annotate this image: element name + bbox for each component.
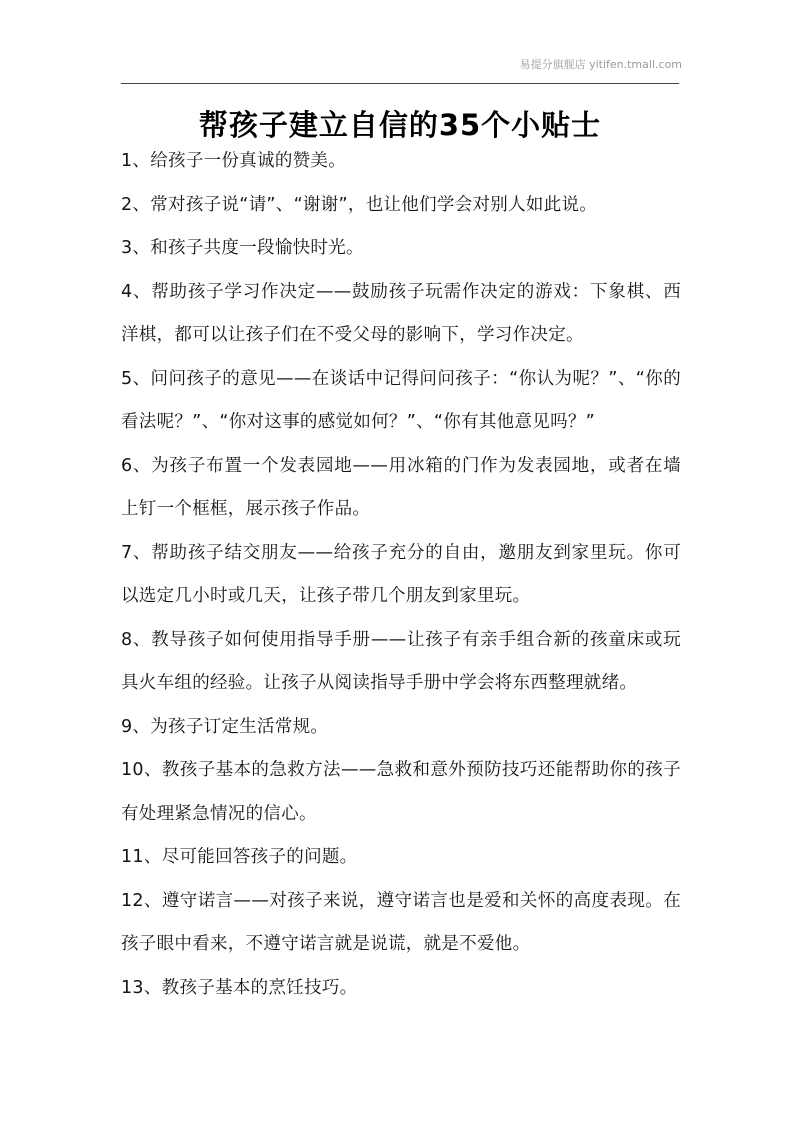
tip-item-10: 10、教孩子基本的急救方法——急救和意外预防技巧还能帮助你的孩子有处理紧急情况的信心。 bbox=[121, 760, 681, 824]
document-title: 帮孩子建立自信的35个小贴士 bbox=[198, 108, 602, 142]
tip-item-5: 5、问问孩子的意见——在谈话中记得问问孩子：“你认为呢？”、“你的看法呢？”、“你对这事的感觉如何？”、“你有其他意见吗？” bbox=[121, 368, 681, 432]
shop-name: 易提分旗舰店 bbox=[519, 58, 586, 71]
tips-list bbox=[121, 140, 681, 1010]
tip-item-2: 2、常对孩子说“请”、“谢谢”，也让他们学会对别人如此说。 bbox=[121, 194, 598, 215]
tip-item-11: 11、尽可能回答孩子的问题。 bbox=[121, 847, 358, 867]
page-header bbox=[520, 56, 682, 72]
tip-item-3: 3、和孩子共度一段愉快时光。 bbox=[121, 238, 364, 258]
tip-item-8: 8、教导孩子如何使用指导手册——让孩子有亲手组合新的孩童床或玩具火车组的经验。让孩子从阅读指导手册中学会将东西整理就绪。 bbox=[121, 629, 681, 693]
tip-item-4: 4、帮助孩子学习作决定——鼓励孩子玩需作决定的游戏：下象棋、西洋棋，都可以让孩子们在不受父母的影响下，学习作决定。 bbox=[121, 281, 681, 345]
tip-item-1: 1、给孩子一份真诚的赞美。 bbox=[121, 151, 347, 171]
tip-item-7: 7、帮助孩子结交朋友——给孩子充分的自由，邀朋友到家里玩。你可以选定几小时或几天，让孩子带几个朋友到家里玩。 bbox=[121, 542, 681, 606]
tip-item-13: 13、教孩子基本的烹饪技巧。 bbox=[121, 977, 358, 998]
shop-url: yitifen.tmall.com bbox=[589, 58, 682, 71]
tip-item-12: 12、遵守诺言——对孩子来说，遵守诺言也是爱和关怀的高度表现。在孩子眼中看来，不遵守诺言就是说谎，就是不爱他。 bbox=[121, 890, 681, 954]
tip-item-9: 9、为孩子订定生活常规。 bbox=[121, 716, 329, 737]
header-divider bbox=[121, 83, 679, 84]
tip-item-6: 6、为孩子布置一个发表园地——用冰箱的门作为发表园地，或者在墙上钉一个框框，展示孩子作品。 bbox=[121, 455, 681, 519]
